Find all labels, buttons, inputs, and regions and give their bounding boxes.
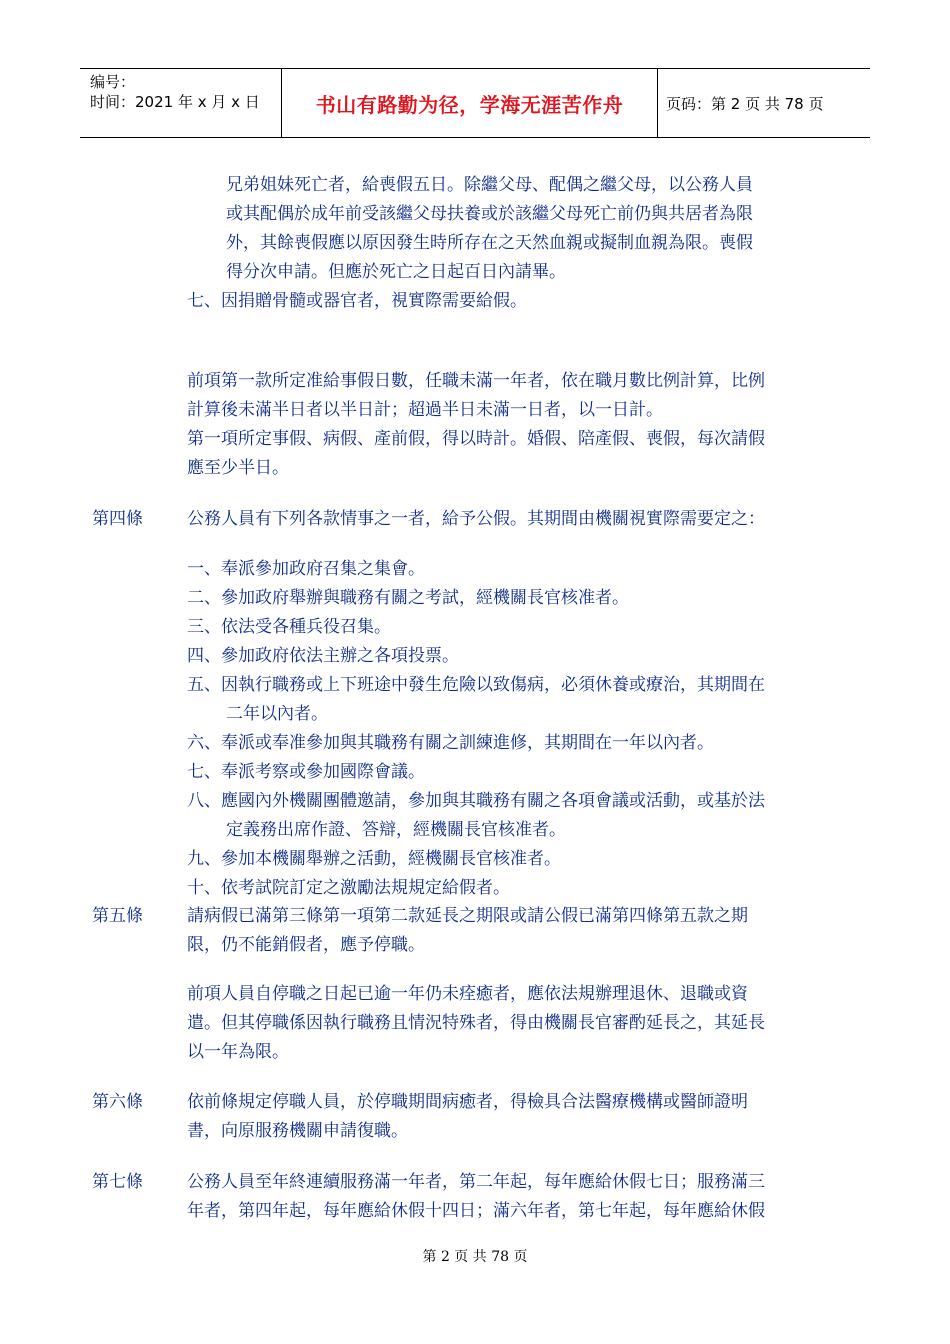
article-label: 第七條 — [92, 1172, 143, 1192]
list-item: 九、參加本機關舉辦之活動，經機關長官核准者。 — [187, 849, 561, 869]
text-line: 或其配偶於成年前受該繼父母扶養或於該繼父母死亡前仍與共居者為限 — [226, 204, 753, 224]
list-item: 四、參加政府依法主辦之各項投票。 — [187, 646, 459, 666]
list-item: 八、應國內外機關團體邀請，參加與其職務有關之各項會議或活動，或基於法 — [187, 791, 765, 811]
page-header — [80, 68, 870, 138]
time-label: 时间：2021 年 x 月 x 日 — [90, 93, 260, 111]
list-item: 六、奉派或奉准參加與其職務有關之訓練進修，其期間在一年以內者。 — [187, 733, 714, 753]
text-line: 公務人員至年終連續服務滿一年者，第二年起，每年應給休假七日；服務滿三 — [187, 1172, 765, 1192]
list-item: 三、依法受各種兵役召集。 — [187, 617, 391, 637]
list-item: 五、因執行職務或上下班途中發生危險以致傷病，必須休養或療治，其期間在 — [187, 675, 765, 695]
list-item: 十、依考試院訂定之激勵法規規定給假者。 — [187, 878, 510, 898]
text-line: 前項第一款所定准給事假日數，任職未滿一年者，依在職月數比例計算，比例 — [187, 371, 765, 391]
text-line: 公務人員有下列各款情事之一者，給予公假。其期間由機關視實際需要定之： — [187, 509, 765, 529]
list-item: 二、參加政府舉辦與職務有關之考試，經機關長官核准者。 — [187, 588, 629, 608]
text-line: 第一項所定事假、病假、產前假，得以時計。婚假、陪產假、喪假，每次請假 — [187, 429, 765, 449]
text-line: 書，向原服務機關申請復職。 — [187, 1121, 408, 1141]
text-line: 請病假已滿第三條第一項第二款延長之期限或請公假已滿第四條第五款之期 — [187, 906, 748, 926]
text-line: 限，仍不能銷假者，應予停職。 — [187, 935, 425, 955]
text-line: 依前條規定停職人員，於停職期間病癒者，得檢具合法醫療機構或醫師證明 — [187, 1092, 748, 1112]
list-item: 七、因捐贈骨髓或器官者，視實際需要給假。 — [187, 291, 527, 311]
text-line: 年者，第四年起，每年應給休假十四日；滿六年者，第七年起，每年應給休假 — [187, 1201, 765, 1221]
number-label: 编号： — [90, 73, 136, 91]
list-item: 定義務出席作證、答辯，經機關長官核准者。 — [226, 820, 566, 840]
list-item: 七、奉派考察或參加國際會議。 — [187, 762, 425, 782]
header-meta — [80, 69, 282, 137]
text-line: 應至少半日。 — [187, 458, 289, 478]
header-page-label: 页码：第 2 页 共 78 页 — [666, 94, 824, 113]
text-line: 兄弟姐妹死亡者，給喪假五日。除繼父母、配偶之繼父母，以公務人員 — [226, 175, 753, 195]
text-line: 前項人員自停職之日起已逾一年仍未痊癒者，應依法規辦理退休、退職或資 — [187, 984, 748, 1004]
list-item: 二年以內者。 — [226, 704, 328, 724]
text-line: 遣。但其停職係因執行職務且情況特殊者，得由機關長官審酌延長之，其延長 — [187, 1013, 765, 1033]
text-line: 計算後未滿半日者以半日計；超過半日未滿一日者，以一日計。 — [187, 400, 663, 420]
list-item: 一、奉派參加政府召集之集會。 — [187, 559, 425, 579]
text-line: 外，其餘喪假應以原因發生時所存在之天然血親或擬制血親為限。喪假 — [226, 233, 753, 253]
header-motto: 书山有路勤为径，学海无涯苦作舟 — [282, 69, 658, 137]
text-line: 得分次申請。但應於死亡之日起百日內請畢。 — [226, 262, 566, 282]
article-label: 第六條 — [92, 1092, 143, 1112]
article-label: 第五條 — [92, 906, 143, 926]
text-line: 以一年為限。 — [187, 1042, 289, 1062]
page-footer: 第 2 页 共 78 页 — [422, 1249, 528, 1265]
article-label: 第四條 — [92, 509, 143, 529]
